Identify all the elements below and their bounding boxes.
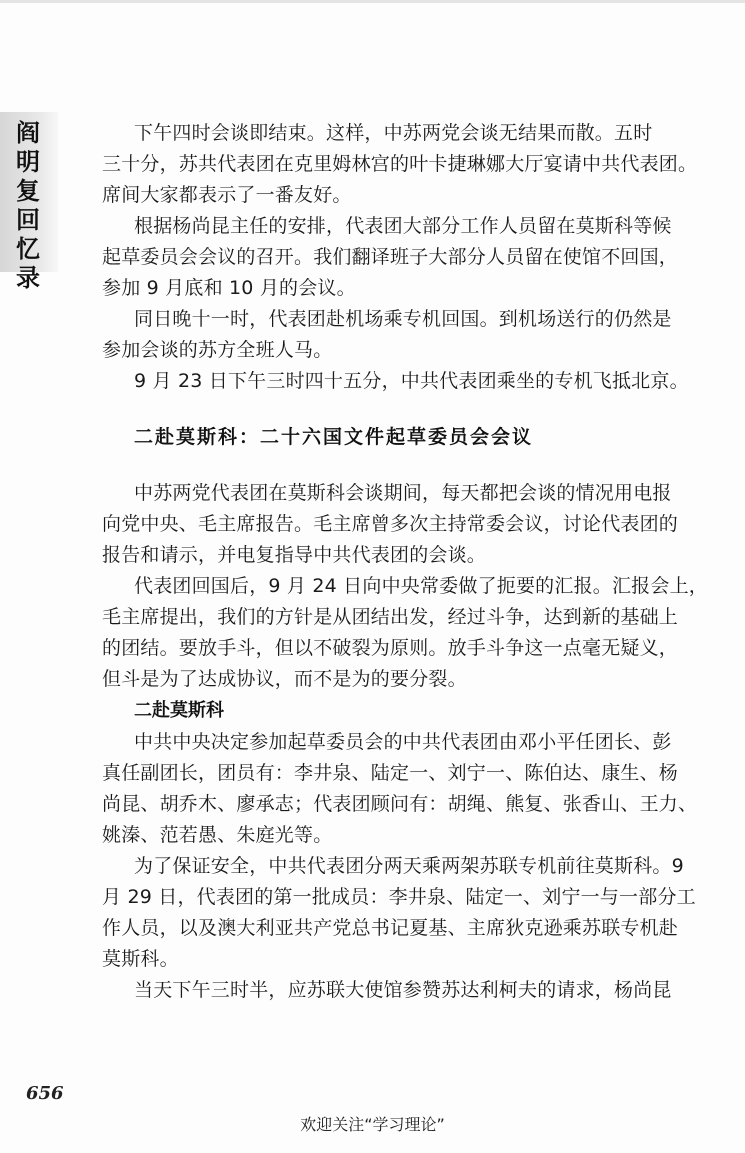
text-line: 下午四时会谈即结束。这样，中苏两党会谈无结果而散。五时 [134, 122, 653, 144]
page-number: 656 [26, 1083, 64, 1104]
text-line: 向党中央、毛主席报告。毛主席曾多次主持常委会议，讨论代表团的 [102, 513, 679, 535]
running-title-char: 录 [16, 263, 40, 292]
text-line: 同日晚十一时，代表团赴机场乘专机回国。到机场送行的仍然是 [134, 308, 672, 330]
running-title-char: 忆 [16, 234, 40, 263]
running-title-char: 复 [16, 176, 40, 205]
text-line: 根据杨尚昆主任的安排，代表团大部分工作人员留在莫斯科等候 [134, 215, 672, 237]
running-title-char: 明 [16, 147, 40, 176]
text-line: 中苏两党代表团在莫斯科会谈期间，每天都把会谈的情况用电报 [134, 482, 672, 504]
text-line: 姚溱、范若愚、朱庭光等。 [102, 824, 333, 846]
text-line: 真任副团长，团员有：李井泉、陆定一、刘宁一、陈伯达、康生、杨 [102, 762, 679, 784]
text-line: 9 月 23 日下午三时四十五分，中共代表团乘坐的专机飞抵北京。 [134, 370, 689, 392]
subheading: 二赴莫斯科 [134, 700, 224, 721]
text-line: 尚昆、胡乔木、廖承志；代表团顾问有：胡绳、熊复、张香山、王力、 [102, 793, 698, 815]
text-line: 报告和请示，并电复指导中共代表团的会谈。 [102, 544, 487, 566]
text-line: 三十分，苏共代表团在克里姆林宫的叶卡捷琳娜大厅宴请中共代表团。 [102, 153, 698, 175]
page-top-edge [0, 0, 745, 3]
text-line: 席间大家都表示了一番友好。 [102, 184, 352, 206]
text-line: 起草委员会会议的召开。我们翻译班子大部分人员留在使馆不回国， [102, 246, 679, 268]
text-line: 毛主席提出，我们的方针是从团结出发，经过斗争，达到新的基础上 [102, 606, 679, 628]
running-title-char: 回 [16, 205, 40, 234]
footer-caption: 欢迎关注“学习理论” [300, 1115, 445, 1134]
text-line: 代表团回国后，9 月 24 日向中央常委做了扼要的汇报。汇报会上， [134, 575, 708, 597]
text-line: 的团结。要放手斗，但以不破裂为原则。放手斗争这一点毫无疑义， [102, 637, 679, 659]
text-line: 中共中央决定参加起草委员会的中共代表团由邓小平任团长、彭 [134, 731, 672, 753]
text-line: 莫斯科。 [102, 948, 179, 970]
section-heading: 二赴莫斯科：二十六国文件起草委员会会议 [134, 426, 534, 448]
text-line: 月 29 日，代表团的第一批成员：李井泉、陆定一、刘宁一与一部分工 [102, 886, 696, 908]
running-title-char: 阎 [16, 118, 40, 147]
text-line: 为了保证安全，中共代表团分两天乘两架苏联专机前往莫斯科。9 [134, 855, 684, 877]
text-line: 当天下午三时半，应苏联大使馆参赞苏达利柯夫的请求，杨尚昆 [134, 979, 672, 1001]
text-line: 参加会谈的苏方全班人马。 [102, 339, 333, 361]
text-line: 但斗是为了达成协议，而不是为的要分裂。 [102, 668, 467, 690]
running-title [10, 118, 46, 292]
text-line: 作人员，以及澳大利亚共产党总书记夏基、主席狄克逊乘苏联专机赴 [102, 917, 679, 939]
text-line: 参加 9 月底和 10 月的会议。 [102, 277, 356, 299]
